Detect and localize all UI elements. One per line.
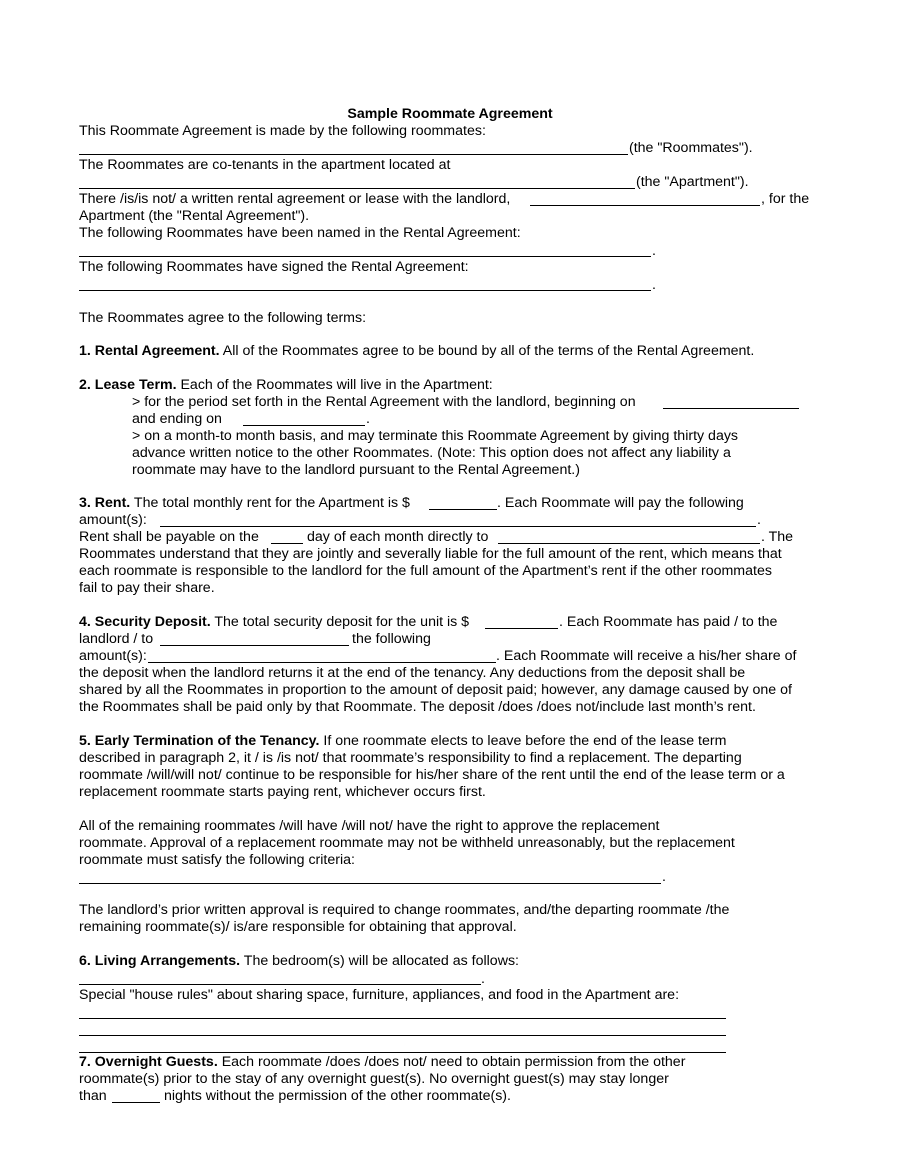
- rent-payable-b: day of each month directly to: [307, 529, 489, 545]
- intro-line: This Roommate Agreement is made by the following roommates:: [79, 123, 486, 139]
- bedroom-period: .: [481, 971, 485, 987]
- section-7-text: Each roommate /does /does not/ need to obtain permission from the other: [217, 1054, 686, 1070]
- deposit-amounts-label: amount(s):: [79, 648, 147, 664]
- rent-total-blank[interactable]: [429, 509, 497, 510]
- deposit-total-blank[interactable]: [485, 628, 558, 629]
- apartment-blank[interactable]: [79, 188, 635, 189]
- named-blank[interactable]: [79, 256, 651, 257]
- lease-option-1-a: > for the period set forth in the Rental Agreement with the landlord, beginning on: [132, 394, 636, 410]
- rent-line-5: each roommate is responsible to the landlord for the full amount of the Apartment’s rent if the other roommates: [79, 563, 772, 579]
- section-4-text-a: The total security deposit for the unit is $: [210, 614, 470, 630]
- section-6-heading: 6. Living Arrangements.: [79, 953, 241, 969]
- end-date-blank[interactable]: [243, 425, 365, 426]
- signed-blank[interactable]: [79, 290, 651, 291]
- section-5: [79, 733, 726, 750]
- section-1-heading: 1. Rental Agreement.: [79, 343, 220, 359]
- section-5-heading: 5. Early Termination of the Tenancy.: [79, 733, 320, 749]
- guests-line-3b: nights without the permission of the other roommate(s).: [164, 1088, 511, 1104]
- criteria-period: .: [662, 869, 666, 885]
- rent-payee-blank[interactable]: [498, 543, 760, 544]
- named-line: The following Roommates have been named in the Rental Agreement:: [79, 225, 521, 241]
- signed-period: .: [652, 277, 656, 293]
- deposit-line-6: the Roommates shall be paid only by that Roommate. The deposit /does /does not/include last month’s rent.: [79, 699, 756, 715]
- deposit-landlord-b: the following: [352, 631, 431, 647]
- rent-day-blank[interactable]: [271, 543, 303, 544]
- deposit-amounts-blank[interactable]: [148, 662, 496, 663]
- lease-option-1-b: and ending on: [132, 411, 222, 427]
- section-4: [79, 614, 469, 631]
- signed-line: The following Roommates have signed the Rental Agreement:: [79, 259, 469, 275]
- section-2-heading: 2. Lease Term.: [79, 377, 177, 393]
- nights-blank[interactable]: [112, 1102, 160, 1103]
- roommates-blank[interactable]: [79, 154, 628, 155]
- section-6: [79, 953, 519, 970]
- named-period: .: [652, 243, 656, 259]
- approval-line-2: roommate. Approval of a replacement roommate may not be withheld unreasonably, but the replacement: [79, 835, 735, 851]
- end-date-period: .: [366, 411, 370, 427]
- landlord-approval-line-2: remaining roommate(s)/ is/are responsible for obtaining that approval.: [79, 919, 517, 935]
- section-3-text-a: The total monthly rent for the Apartment is $: [130, 495, 410, 511]
- lease-line-c: Apartment (the "Rental Agreement").: [79, 208, 310, 224]
- deposit-line-4: the deposit when the landlord returns it at the end of the tenancy. Any deductions from the deposit shall be: [79, 665, 746, 681]
- lease-line-b: , for the: [761, 191, 810, 207]
- deposit-amounts-b: . Each Roommate will receive a his/her share of: [496, 648, 797, 664]
- section-7: [79, 1054, 685, 1071]
- section-4-text-b: . Each Roommate has paid / to the: [559, 614, 778, 630]
- lease-option-2-a: > on a month-to month basis, and may terminate this Roommate Agreement by giving thirty days: [132, 428, 739, 444]
- rent-payable-a: Rent shall be payable on the: [79, 529, 259, 545]
- house-rules-line: Special "house rules" about sharing space, furniture, appliances, and food in the Apartment are:: [79, 987, 680, 1003]
- rent-line-4: Roommates understand that they are jointly and severally liable for the full amount of the rent, which means that: [79, 546, 782, 562]
- cotenants-line: The Roommates are co-tenants in the apartment located at: [79, 157, 451, 173]
- section-2-text: Each of the Roommates will live in the Apartment:: [176, 377, 493, 393]
- rent-amounts-label: amount(s):: [79, 512, 147, 528]
- section-3-text-b: . Each Roommate will pay the following: [497, 495, 744, 511]
- section-3-heading: 3. Rent.: [79, 495, 131, 511]
- section-6-text: The bedroom(s) will be allocated as follows:: [240, 953, 519, 969]
- section-4-heading: 4. Security Deposit.: [79, 614, 211, 630]
- document-title: Sample Roommate Agreement: [347, 106, 553, 122]
- rent-amounts-period: .: [757, 512, 761, 528]
- guests-line-3a: than: [79, 1088, 107, 1104]
- house-rules-blank-1[interactable]: [79, 1018, 726, 1019]
- section-7-heading: 7. Overnight Guests.: [79, 1054, 218, 1070]
- roommates-suffix: (the "Roommates").: [629, 140, 753, 156]
- house-rules-blank-2[interactable]: [79, 1035, 726, 1036]
- begin-date-blank[interactable]: [663, 408, 799, 409]
- lease-line-a: There /is/is not/ a written rental agreement or lease with the landlord,: [79, 191, 511, 207]
- deposit-line-5: shared by all the Roommates in proportion to the amount of deposit paid; however, any damage caused by one of: [79, 682, 792, 698]
- rent-amounts-blank[interactable]: [160, 526, 756, 527]
- section-2: [79, 377, 493, 394]
- rent-payable-c: . The: [761, 529, 794, 545]
- section-1: [79, 343, 754, 360]
- bedroom-blank[interactable]: [79, 984, 481, 985]
- rent-line-6: fail to pay their share.: [79, 580, 215, 596]
- landlord-approval-line-1: The landlord’s prior written approval is required to change roommates, and/the departing roommate /the: [79, 902, 730, 918]
- house-rules-blank-3[interactable]: [79, 1052, 726, 1053]
- deposit-payee-blank[interactable]: [160, 645, 349, 646]
- section-3: [79, 495, 410, 512]
- criteria-blank[interactable]: [79, 883, 661, 884]
- termination-line-4: replacement roommate starts paying rent, whichever occurs first.: [79, 784, 486, 800]
- section-5-text: If one roommate elects to leave before the end of the lease term: [319, 733, 727, 749]
- deposit-landlord-a: landlord / to: [79, 631, 154, 647]
- guests-line-2: roommate(s) prior to the stay of any overnight guest(s). No overnight guest(s) may stay longer: [79, 1071, 669, 1087]
- approval-line-1: All of the remaining roommates /will have /will not/ have the right to approve the replacement: [79, 818, 660, 834]
- agree-line: The Roommates agree to the following terms:: [79, 310, 367, 326]
- landlord-blank[interactable]: [530, 205, 760, 206]
- apartment-suffix: (the "Apartment").: [636, 174, 749, 190]
- lease-option-2-c: roommate may have to the landlord pursuant to the Rental Agreement.): [132, 462, 580, 478]
- termination-line-3: roommate /will/will not/ continue to be responsible for his/her share of the rent until the end of the lease term or a: [79, 767, 785, 783]
- approval-line-3: roommate must satisfy the following criteria:: [79, 852, 355, 868]
- termination-line-2: described in paragraph 2, it / is /is not/ that roommate’s responsibility to find a replacement. The departing: [79, 750, 742, 766]
- lease-option-2-b: advance written notice to the other Roommates. (Note: This option does not affect any liability a: [132, 445, 731, 461]
- section-1-text: All of the Roommates agree to be bound by all of the terms of the Rental Agreement.: [219, 343, 755, 359]
